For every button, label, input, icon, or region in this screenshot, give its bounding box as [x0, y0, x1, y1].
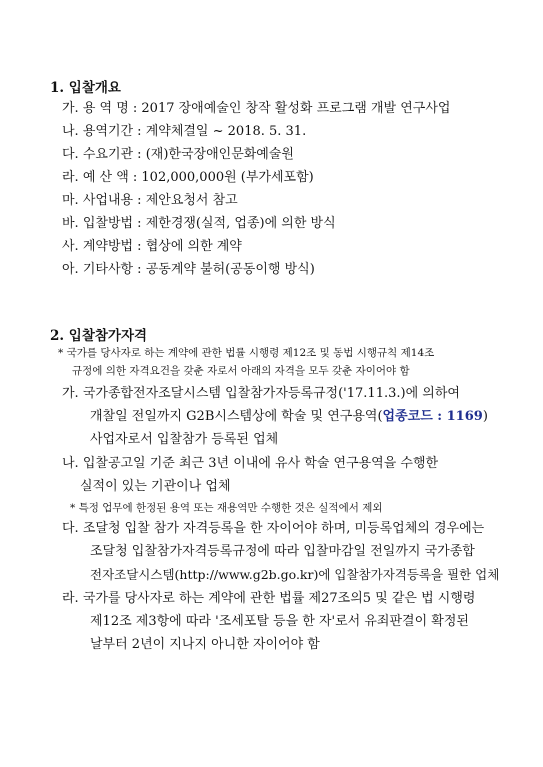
- experience-note: * 특정 업무에 한정된 용역 또는 재용역만 수행한 것은 실적에서 제외: [70, 502, 383, 514]
- qualification-da-line3: 전자조달시스템(http://www.g2b.go.kr)에 입찰참가자격등록을 필한 업체: [90, 567, 500, 582]
- section-1-heading: 1. 입찰개요: [50, 80, 121, 96]
- overview-item-agency: 다. 수요기관 : (재)한국장애인문화예술원: [62, 147, 294, 162]
- qualification-note-line2: 규정에 의한 자격요건을 갖춘 자로서 아래의 자격을 모두 갖춘 자이어야 함: [72, 365, 410, 377]
- overview-item-content: 마. 사업내용 : 제안요청서 참고: [62, 193, 238, 208]
- qualification-ga-line2-close: ): [482, 409, 488, 424]
- qualification-ga-line1: 가. 국가종합전자조달시스템 입찰참가자등록규정('17.11.3.)에 의하여: [62, 386, 460, 401]
- overview-item-contract-method: 사. 계약방법 : 협상에 의한 계약: [62, 239, 242, 254]
- qualification-na-line1: 나. 입찰공고일 기준 최근 3년 이내에 유사 학술 연구용역을 수행한: [62, 456, 439, 471]
- section-2-heading: 2. 입찰참가자격: [50, 328, 148, 344]
- qualification-ra-line1: 라. 국가를 당사자로 하는 계약에 관한 법률 제27조의5 및 같은 법 시행령: [62, 591, 476, 606]
- qualification-ra-line3: 날부터 2년이 지나지 아니한 자이어야 함: [90, 637, 320, 652]
- qualification-ga-line2-text: 개찰일 전일까지 G2B시스템상에 학술 및 연구용역(: [90, 409, 383, 424]
- qualification-ga-line2: [90, 408, 488, 426]
- overview-item-name: 가. 용 역 명 : 2017 장애예술인 창작 활성화 프로그램 개발 연구사업: [62, 101, 451, 116]
- qualification-ra-line2: 제12조 제3항에 따라 '조세포탈 등을 한 자'로서 유죄판결이 확정된: [90, 614, 469, 629]
- qualification-note-line1: * 국가를 당사자로 하는 계약에 관한 법률 시행령 제12조 및 동법 시행규칙 제14조: [58, 347, 435, 359]
- qualification-ga-line3: 사업자로서 입찰참가 등록된 업체: [90, 432, 279, 447]
- qualification-da-line1: 다. 조달청 입찰 참가 자격등록을 한 자이어야 하며, 미등록업체의 경우에는: [62, 521, 485, 536]
- overview-item-budget: 라. 예 산 액 : 102,000,000원 (부가세포함): [62, 170, 314, 185]
- qualification-da-line2: 조달청 입찰참가자격등록규정에 따라 입찰마감일 전일까지 국가종합: [90, 544, 475, 559]
- industry-code: 업종코드 : 1169: [382, 409, 483, 424]
- overview-item-bid-method: 바. 입찰방법 : 제한경쟁(실적, 업종)에 의한 방식: [62, 216, 336, 231]
- overview-item-period: 나. 용역기간 : 계약체결일 ~ 2018. 5. 31.: [62, 124, 307, 139]
- overview-item-etc: 아. 기타사항 : 공동계약 불허(공동이행 방식): [62, 262, 315, 277]
- qualification-na-line2: 실적이 있는 기관이나 업체: [80, 479, 231, 494]
